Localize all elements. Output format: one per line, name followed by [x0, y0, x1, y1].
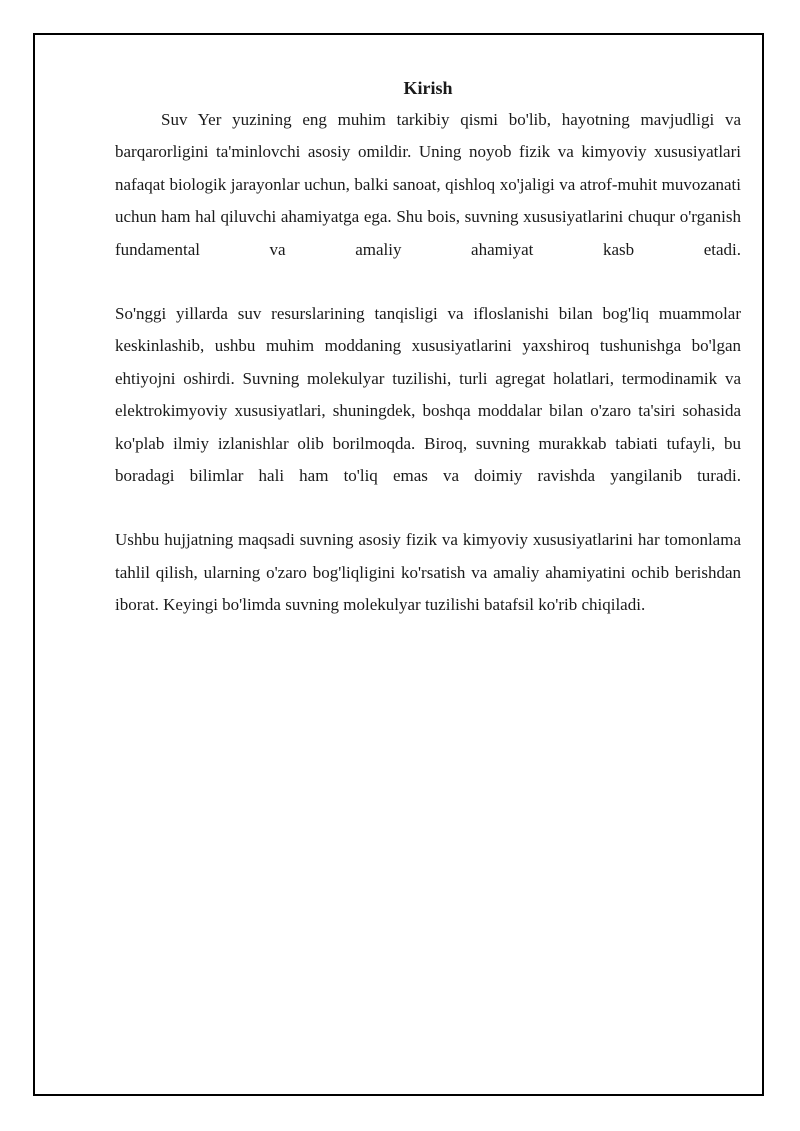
paragraph-intro: Suv Yer yuzining eng muhim tarkibiy qismi bo'lib, hayotning mavjudligi va barqarorligini ta'minlovchi asosiy omildir. Uning noyob fizik va kimyoviy xususiyatlari nafaqat biologik jarayonlar uchun, balki sanoat, qishloq xo'jaligi va atrof-muhit muvozanati uchun ham hal qiluvchi ahamiyatga ega. Shu bois, suvning xususiyatlarini chuqur o'rganish fundamental va amaliy ahamiyat kasb etadi. [115, 110, 741, 259]
document-title: Kirish [403, 78, 453, 98]
paragraph-spacer [115, 492, 741, 524]
paragraph-spacer [115, 266, 741, 298]
document-body [115, 76, 741, 622]
paragraph-purpose: Ushbu hujjatning maqsadi suvning asosiy fizik va kimyoviy xususiyatlarini har tomonlama tahlil qilish, ularning o'zaro bog'liqligini ko'rsatish va amaliy ahamiyatini ochib berishdan iborat. Keyingi bo'limda suvning molekulyar tuzilishi batafsil ko'rib chiqiladi. [115, 530, 741, 615]
paragraph-problems: So'nggi yillarda suv resurslarining tanqisligi va ifloslanishi bilan bog'liq muammolar keskinlashib, ushbu muhim moddaning xususiyatlarini yaxshiroq tushunishga bo'lgan ehtiyojni oshirdi. Suvning molekulyar tuzilishi, turli agregat holatlari, termodinamik va elektrokimyoviy xususiyatlari, shuningdek, boshqa moddalar bilan o'zaro ta'siri sohasida ko'plab ilmiy izlanishlar olib borilmoqda. Biroq, suvning murakkab tabiati tufayli, bu boradagi bilimlar hali ham to'liq emas va doimiy ravishda yangilanib turadi. [115, 304, 741, 486]
